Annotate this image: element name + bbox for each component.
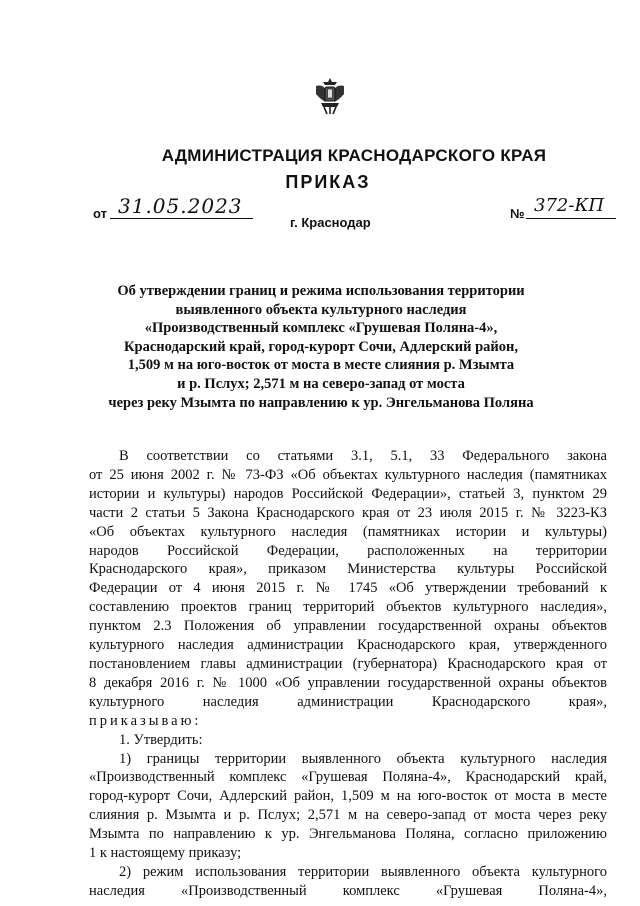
body-line: постановлением главы администрации (губернатора) Краснодарского края от [89,655,607,672]
city-label: г. Краснодар [290,215,371,230]
body-line: 1) границы территории выявленного объекта культурного наследия [119,750,607,767]
title-line: Краснодарский край, город-курорт Сочи, Адлерский район, [124,338,518,355]
title-line: через реку Мзымта по направлению к ур. Энгельманова Поляна [108,394,534,411]
body-line: «Производственный комплекс «Грушевая Поляна-4», Краснодарский край, [89,769,607,786]
body-line: 1 к настоящему приказу; [89,845,242,862]
body-line-order-word: приказываю: [89,712,202,729]
number-label: № [510,206,525,221]
body-line: «Об объектах культурного наследия (памятниках истории и культуры) [89,523,607,540]
title-line: Об утверждении границ и режима использования территории [117,283,525,299]
body-line: от 25 июня 2002 г. № 73-ФЗ «Об объектах культурного наследия (памятниках [89,466,607,483]
body-line: город-курорт Сочи, Адлерский район, 1,509 м на юго-восток от моста в месте [89,788,607,805]
body-line: наследия «Производственный комплекс «Грушевая Поляна-4», [89,882,607,899]
body-line: слияния р. Мзымта и р. Пслух; 2,571 м на северо-запад от моста через реку [89,807,607,824]
administration-heading: АДМИНИСТРАЦИЯ КРАСНОДАРСКОГО КРАЯ [161,146,547,165]
body-line: Федерации от 4 июня 2015 г. № 1745 «Об утверждении требований к [89,580,607,597]
body-line: 8 декабря 2016 г. № 1000 «Об управлении государственной охраны объектов [89,674,607,691]
body-line: Краснодарского края», приказом Министерства культуры Российской [89,561,607,578]
date-label: от [93,206,107,221]
order-body [89,447,607,901]
body-line: народов Российской Федерации, расположенных на территории [89,542,607,559]
body-line: истории и культуры) народов Российской Федерации», статьей 3, пунктом 29 [89,485,607,502]
handwritten-date: 31.05.2023 [118,194,243,218]
body-line: 2) режим использования территории выявленного объекта культурного [119,863,607,880]
body-line: культурного наследия администрации Краснодарского края», [89,693,607,710]
body-line: Мзымта по направлению к ур. Энгельманова Поляна, согласно приложению [89,826,607,843]
body-line: культурного наследия администрации Краснодарского края, утвержденного [89,637,607,654]
title-line: выявленного объекта культурного наследия [175,301,467,318]
body-line: части 2 статьи 5 Закона Краснодарского края от 23 июля 2015 г. № 3223-КЗ [89,504,607,521]
title-line: 1,509 м на юго-восток от моста в месте слияния р. Мзымта [127,357,515,374]
coat-of-arms-emblem [313,76,347,116]
body-line-item-heading: 1. Утвердить: [119,731,203,748]
handwritten-number: 372-КП [534,195,605,216]
body-line: пунктом 2.3 Положения об управлении государственной охраны объектов [89,618,607,635]
order-title [90,282,552,412]
body-line: В соответствии со статьями 3.1, 5.1, 33 Федерального закона [119,448,607,464]
title-line: «Производственный комплекс «Грушевая Поляна-4», [144,320,498,337]
document-type-heading: ПРИКАЗ [285,172,371,192]
order-meta-row [0,194,640,230]
body-line: составлению проектов границ территорий объектов культурного наследия», [89,599,607,616]
title-line: и р. Пслух; 2,571 м на северо-запад от моста [177,375,465,392]
